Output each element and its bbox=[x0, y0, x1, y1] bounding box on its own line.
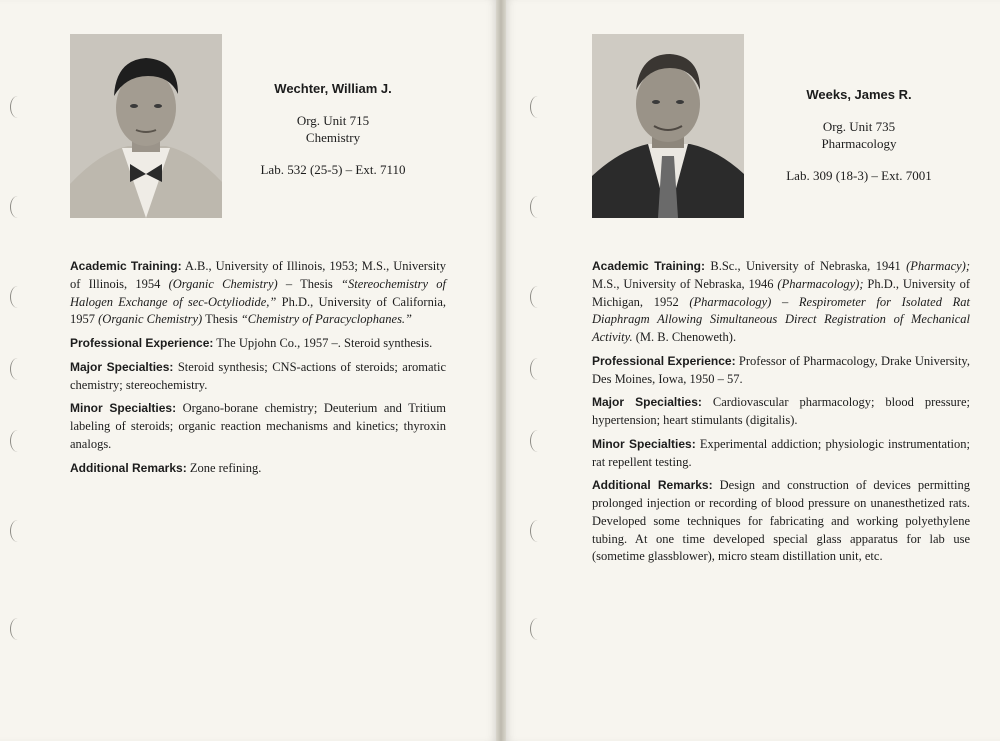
text: Experimental addiction; physiologic instrumentation; rat repellent testing. bbox=[592, 436, 970, 469]
text-italic: (Pharmacy); bbox=[906, 259, 970, 273]
employee-header bbox=[228, 80, 438, 178]
additional-remarks bbox=[592, 477, 970, 566]
lab-extension: Lab. 309 (18-3) – Ext. 7001 bbox=[786, 167, 932, 183]
text: Zone refining. bbox=[186, 460, 262, 475]
binder-hole bbox=[530, 618, 545, 640]
text: Organo-borane chemistry; Deuterium and Tritium labeling of steroids; organic reaction mechanisms and kinetics; thyroxin analogs. bbox=[70, 401, 446, 451]
minor-specialties bbox=[592, 436, 970, 472]
employee-details bbox=[592, 258, 970, 572]
major-specialties bbox=[70, 359, 446, 395]
binder-hole bbox=[10, 96, 25, 118]
section-label: Academic Training: bbox=[70, 259, 182, 273]
section-label: Additional Remarks: bbox=[70, 460, 187, 475]
academic-training bbox=[70, 258, 446, 329]
section-label: Minor Specialties: bbox=[592, 436, 696, 451]
thesis-title: “Chemistry of Paracyclophanes.” bbox=[240, 312, 413, 327]
text: Cardiovascular pharmacology; blood pressure; hypertension; heart stimulants (digitalis). bbox=[592, 395, 970, 427]
section-label: Major Specialties: bbox=[592, 395, 702, 410]
professional-experience bbox=[592, 353, 970, 389]
text: Steroid synthesis; CNS-actions of steroids; aromatic chemistry; stereochemistry. bbox=[70, 359, 446, 392]
major-specialties bbox=[592, 394, 970, 430]
academic-training bbox=[592, 258, 970, 347]
section-label: Major Specialties: bbox=[70, 359, 174, 374]
portrait-photo bbox=[70, 34, 222, 218]
binder-hole bbox=[530, 520, 545, 542]
binder-hole bbox=[10, 358, 25, 380]
employee-header bbox=[754, 86, 964, 184]
binder-hole bbox=[10, 286, 25, 308]
portrait-photo bbox=[592, 34, 744, 218]
text-italic: (Organic Chemistry) bbox=[168, 276, 278, 291]
binder-hole bbox=[10, 618, 25, 640]
section-label: Professional Experience: bbox=[592, 353, 736, 368]
text: B.Sc., University of Nebraska, 1941 bbox=[704, 259, 907, 273]
professional-experience bbox=[70, 335, 446, 353]
lab-extension: Lab. 532 (25-5) – Ext. 7110 bbox=[260, 161, 406, 177]
employee-name: Wechter, William J. bbox=[274, 81, 392, 96]
org-unit: Org. Unit 715 bbox=[296, 112, 370, 128]
section-label: Professional Experience: bbox=[70, 336, 214, 350]
right-page bbox=[506, 0, 1000, 741]
text: – Thesis bbox=[277, 276, 342, 291]
minor-specialties bbox=[70, 400, 446, 453]
employee-name: Weeks, James R. bbox=[806, 87, 912, 102]
book-gutter bbox=[496, 0, 506, 741]
text: Thesis bbox=[202, 312, 241, 327]
section-label: Academic Training: bbox=[592, 259, 705, 273]
text: (M. B. Chenoweth). bbox=[632, 330, 737, 344]
binder-hole bbox=[530, 430, 545, 452]
section-label: Additional Remarks: bbox=[592, 478, 713, 493]
text-italic: (Pharmacology); bbox=[777, 276, 864, 291]
thesis-title: (Pharmacology) – Respirometer for Isolated Rat Diaphragm Allowing Simultaneous Direct Registration of Mechanical Activity. bbox=[592, 294, 970, 344]
binder-hole bbox=[10, 430, 25, 452]
text: M.S., University of Nebraska, 1946 bbox=[592, 276, 778, 291]
binder-hole bbox=[530, 358, 545, 380]
text: The Upjohn Co., 1957 –. Steroid synthesis. bbox=[213, 336, 433, 350]
text: Professor of Pharmacology, Drake University, Des Moines, Iowa, 1950 – 57. bbox=[592, 353, 970, 386]
department: Pharmacology bbox=[821, 136, 897, 152]
text-italic: (Organic Chemistry) bbox=[98, 312, 203, 327]
department: Chemistry bbox=[305, 130, 361, 146]
binder-hole bbox=[530, 286, 545, 308]
org-unit: Org. Unit 735 bbox=[822, 118, 896, 134]
text: Ph.D., University of California, 1957 bbox=[70, 294, 446, 327]
text: Design and construction of devices permitting prolonged injection or recording of blood pressure on unanesthetized rats. Developed some techniques for fabricating and working polyethylene tubing. At one time developed special glass apparatus for lab use (sometime glassblower), micro steam distillation unit, etc. bbox=[592, 478, 970, 564]
binder-hole bbox=[530, 96, 545, 118]
text: A.B., University of Illinois, 1953; M.S., University of Illinois, 1954 bbox=[70, 259, 446, 291]
left-page bbox=[0, 0, 496, 741]
binder-hole bbox=[530, 196, 545, 218]
binder-hole bbox=[10, 520, 25, 542]
employee-details bbox=[70, 258, 446, 483]
thesis-title: “Stereochemistry of Halogen Exchange of sec-Octyliodide,” bbox=[70, 276, 446, 309]
text: Ph.D., University of Michigan, 1952 bbox=[592, 276, 970, 309]
binder-hole bbox=[10, 196, 25, 218]
additional-remarks bbox=[70, 460, 446, 478]
section-label: Minor Specialties: bbox=[70, 401, 177, 416]
